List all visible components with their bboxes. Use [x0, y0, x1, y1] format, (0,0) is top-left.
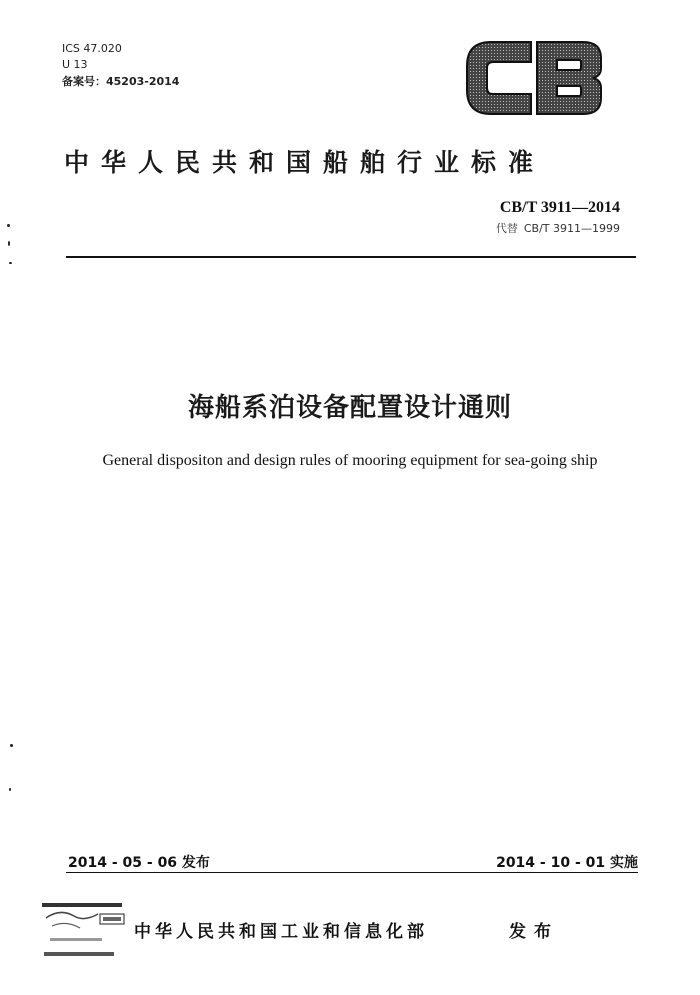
standard-number: CB/T 3911—2014 — [499, 199, 620, 216]
issue-date: 2014 - 05 - 06 发布 — [68, 855, 210, 871]
cb-logo-icon — [461, 38, 606, 118]
title-english: General dispositon and design rules of mooring equipment for sea-going ship — [102, 452, 598, 469]
scan-speck — [9, 262, 12, 264]
filing-number: 备案号：45203-2014 — [62, 75, 180, 88]
header-divider — [66, 256, 636, 258]
replaces-number: CB/T 3911—1999 — [523, 222, 620, 235]
replaces-label: 代替 — [495, 222, 518, 235]
footer-divider — [66, 872, 638, 873]
implementation-date: 2014 - 10 - 01 实施 — [496, 855, 638, 871]
category-title: 中华人民共和国船舶行业标准 — [64, 148, 546, 177]
publisher-name: 中华人民共和国工业和信息化部 — [134, 922, 428, 942]
replaces-line — [496, 220, 620, 236]
publisher-action: 发布 — [509, 922, 559, 942]
scan-speck — [9, 788, 11, 791]
publisher-stamp-icon — [40, 902, 130, 962]
scan-speck — [7, 224, 10, 227]
ics-code: ICS 47.020 — [62, 42, 122, 55]
scan-speck — [8, 241, 10, 246]
u-code: U 13 — [62, 58, 88, 71]
scan-speck — [10, 744, 13, 747]
title-chinese: 海船系泊设备配置设计通则 — [187, 393, 512, 423]
